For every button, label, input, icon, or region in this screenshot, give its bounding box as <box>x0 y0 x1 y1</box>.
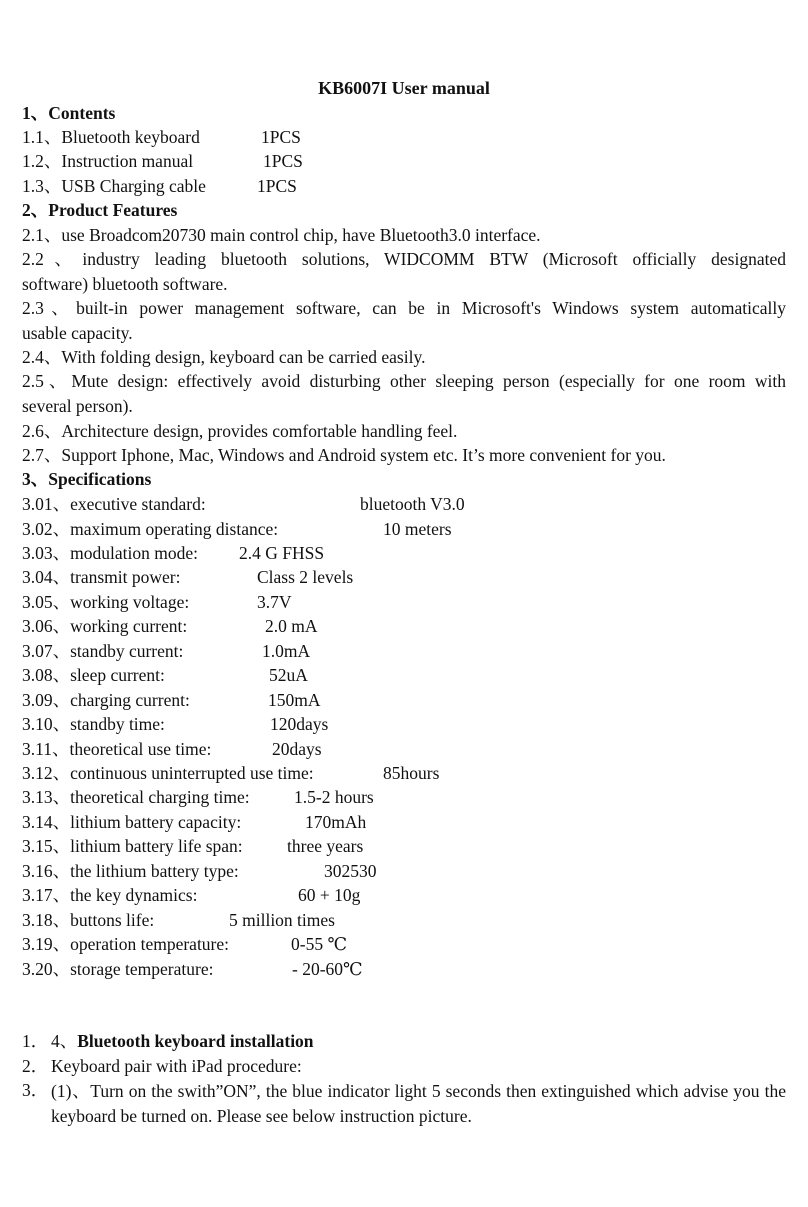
spec-row <box>22 713 786 735</box>
spec-value: 20days <box>272 738 322 759</box>
spec-label: 3.06、working current: <box>22 616 188 637</box>
spec-value: 120days <box>270 714 329 734</box>
spec-label: 3.04、transmit power: <box>22 567 181 588</box>
spec-label: 3.10、standby time: <box>22 714 165 734</box>
feature-item-continued: usable capacity. <box>22 323 133 343</box>
spec-label: 3.01、executive standard: <box>22 494 206 514</box>
contents-heading: 1、Contents <box>22 103 116 123</box>
spec-value: Class 2 levels <box>257 567 354 588</box>
spec-value: 1.0mA <box>262 640 311 661</box>
spec-label: 3.20、storage temperature: <box>22 958 214 979</box>
spec-row <box>22 738 786 760</box>
feature-item: 2.1、use Broadcom20730 main control chip, have Bluetooth3.0 interface. <box>22 225 541 245</box>
contents-item-qty: 1PCS <box>261 127 301 147</box>
spec-value: 302530 <box>324 860 377 881</box>
spec-row <box>22 958 786 980</box>
feature-item: 2.5、Mute design: effectively avoid disturbing other sleeping person (especially for one room with <box>22 371 786 391</box>
spec-value: 5 million times <box>229 909 335 930</box>
install-item <box>22 1079 786 1127</box>
spec-label: 3.16、the lithium battery type: <box>22 860 239 881</box>
spec-value: bluetooth V3.0 <box>360 494 465 514</box>
spec-value: three years <box>287 836 364 857</box>
spec-label: 3.02、maximum operating distance: <box>22 518 279 539</box>
spec-label: 3.08、sleep current: <box>22 665 165 686</box>
spec-row <box>22 566 786 588</box>
install-item-body <box>51 1030 314 1052</box>
install-heading: Bluetooth keyboard installation <box>77 1031 314 1051</box>
spec-label: 3.15、lithium battery life span: <box>22 836 243 857</box>
spec-row <box>22 884 786 906</box>
install-item-text: Keyboard pair with iPad procedure: <box>51 1056 302 1076</box>
contents-item <box>22 126 786 148</box>
spec-label: 3.03、modulation mode: <box>22 542 198 563</box>
install-item <box>22 1030 786 1052</box>
spec-row <box>22 933 786 955</box>
spec-row <box>22 615 786 637</box>
install-item-number: 3． <box>22 1080 49 1100</box>
specs-heading: 3、Specifications <box>22 469 152 489</box>
spec-value: 2.0 mA <box>265 616 318 637</box>
contents-item-label: 1.1、Bluetooth keyboard <box>22 127 200 147</box>
spec-row <box>22 591 786 613</box>
spec-label: 3.12、continuous uninterrupted use time: <box>22 763 314 783</box>
install-item-prefix: 4、 <box>51 1031 78 1051</box>
spec-value: 3.7V <box>257 591 292 612</box>
spec-row <box>22 835 786 857</box>
spec-label: 3.14、lithium battery capacity: <box>22 811 242 832</box>
spec-label: 3.09、charging current: <box>22 689 190 710</box>
install-item <box>22 1055 786 1077</box>
spec-row <box>22 664 786 686</box>
spec-value: 0-55 ℃ <box>291 934 348 955</box>
spec-row <box>22 640 786 662</box>
contents-item <box>22 175 786 197</box>
spec-row <box>22 909 786 931</box>
spec-value: 1.5-2 hours <box>294 787 374 808</box>
spec-row <box>22 762 786 784</box>
feature-item: 2.2、industry leading bluetooth solutions, WIDCOMM BTW (Microsoft officially designated <box>22 249 786 269</box>
feature-item-continued: several person). <box>22 396 133 416</box>
contents-item-label: 1.2、Instruction manual <box>22 151 194 171</box>
spec-label: 3.11、theoretical use time: <box>22 738 212 759</box>
contents-item-qty: 1PCS <box>257 176 297 196</box>
contents-item <box>22 150 786 172</box>
spec-value: 10 meters <box>383 518 452 539</box>
contents-item-qty: 1PCS <box>263 151 303 171</box>
spec-row <box>22 786 786 808</box>
spec-value: 60 + 10g <box>298 885 361 906</box>
feature-item-continued: software) bluetooth software. <box>22 274 228 294</box>
spec-value: 170mAh <box>305 811 367 832</box>
document-title: KB6007I User manual <box>318 78 490 98</box>
spec-value: 150mA <box>268 689 321 710</box>
spec-value: 85hours <box>383 763 440 783</box>
feature-item: 2.3、built-in power management software, can be in Microsoft's Windows system automatically <box>22 298 786 318</box>
install-item-number: 2． <box>22 1056 49 1076</box>
install-item-text: (1)、Turn on the swith”ON”, the blue indicator light 5 seconds then extinguished which advise you the keyboard be turned on. Please see below instruction picture. <box>51 1081 786 1126</box>
spec-row <box>22 518 786 540</box>
feature-item: 2.7、Support Iphone, Mac, Windows and Android system etc. It’s more convenient for you. <box>22 445 666 465</box>
spec-label: 3.05、working voltage: <box>22 591 190 612</box>
spec-value: 52uA <box>269 665 308 686</box>
spec-row <box>22 542 786 564</box>
features-heading: 2、Product Features <box>22 200 178 220</box>
spec-label: 3.18、buttons life: <box>22 909 155 930</box>
spec-row <box>22 860 786 882</box>
spec-value: 2.4 G FHSS <box>239 542 325 563</box>
spec-label: 3.19、operation temperature: <box>22 934 230 955</box>
install-item-number: 1． <box>22 1031 49 1051</box>
spec-label: 3.17、the key dynamics: <box>22 885 198 906</box>
spec-value: - 20-60℃ <box>292 958 363 979</box>
spec-label: 3.13、theoretical charging time: <box>22 787 250 808</box>
contents-item-label: 1.3、USB Charging cable <box>22 176 206 196</box>
spec-row <box>22 493 786 515</box>
spec-row <box>22 811 786 833</box>
spec-label: 3.07、standby current: <box>22 640 184 661</box>
feature-item: 2.4、With folding design, keyboard can be carried easily. <box>22 347 426 367</box>
spec-row <box>22 689 786 711</box>
feature-item: 2.6、Architecture design, provides comfortable handling feel. <box>22 421 458 441</box>
